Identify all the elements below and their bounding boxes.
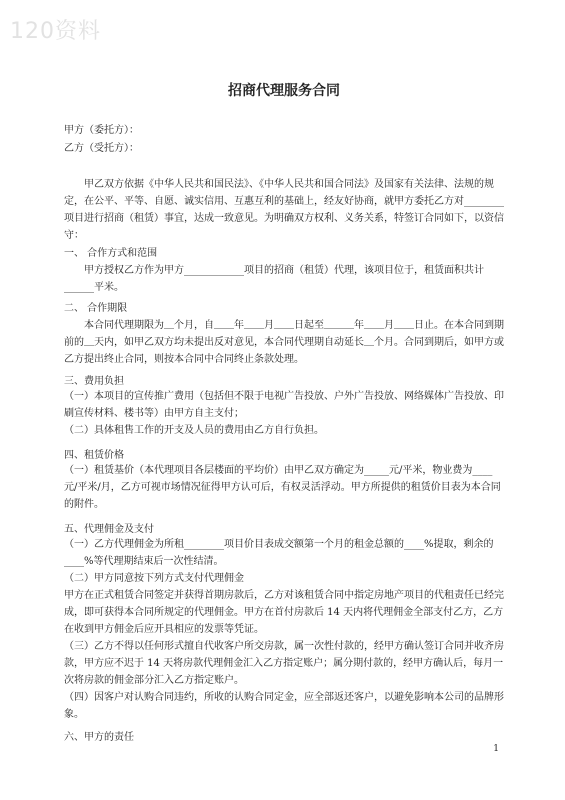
section-3-item-1: （一）本项目的宣传推广费用（包括但不限于电视广告投放、户外广告投放、网络媒体广告投放、印刷宣传材料、楼书等）由甲方自主支付； — [64, 391, 504, 419]
section-3-item-2: （二）具体租售工作的开支及人员的费用由乙方自行负担。 — [64, 425, 324, 436]
party-a-line: 甲方（委托方）： — [64, 125, 139, 136]
section-2-body: 本合同代理期限为＿个月，自＿＿年＿＿月＿＿日起至＿＿＿年＿＿月＿＿日止。在本合同到期前的＿天内，如甲乙双方均未提出反对意见，本合同代理期自动延长＿个月。合同到期后，如甲方或乙方提出终止合同，则按本合同中合同终止条款处理。 — [64, 320, 504, 365]
section-1-body: 甲方授权乙方作为甲方____________项目的招商（租赁）代理，该项目位于，租赁面积共计______平米。 — [64, 265, 484, 293]
party-b-line: 乙方（受托方）： — [64, 143, 139, 154]
watermark-logo: 120资料 — [10, 19, 101, 44]
section-5-item-2-detail: 甲方在正式租赁合同签定并获得首期房款后，乙方对该租赁合同中指定房地产项目的代租责任已经完成，即可获得本合同所规定的代理佣金。甲方在首付房款后 14 天内将代理佣金全部支付乙方，乙方在收到甲方佣金后应开具相应的发票等凭证。 — [64, 590, 504, 635]
page-number: 1 — [493, 744, 499, 754]
section-5-item-3: （三）乙方不得以任何形式擅自代收客户所交房款，属一次性付款的，经甲方确认签订合同并收齐房款，甲方应不迟于 14 天将房款代理佣金汇入乙方指定账户；属分期付款的，经甲方确认后，每月一次将房款的佣金部分汇入乙方指定账户。 — [64, 641, 504, 686]
section-1-heading: 一、 合作方式和范围 — [64, 248, 158, 259]
section-4-heading: 四、租赁价格 — [64, 450, 124, 461]
section-6-heading: 六、甲方的责任 — [64, 732, 134, 743]
section-4-body: （一）租赁基价（本代理项目各层楼面的平均价）由甲乙双方确定为_____元/平米，物业费为____元/平米/月，乙方可视市场情况征得甲方认可后，有权灵活浮动。甲方所提供的租赁价目表为本合同的附件。 — [64, 465, 501, 510]
page-title: 招商代理服务合同 — [228, 83, 340, 99]
section-2-heading: 二、 合作期限 — [64, 303, 128, 314]
section-3-heading: 三、费用负担 — [64, 376, 124, 387]
section-5-heading: 五、代理佣金及支付 — [64, 524, 154, 535]
intro-paragraph: 甲乙双方依据《中华人民共和国民法》、《中华人民共和国合同法》及国家有关法律、法规的规定，在公平、平等、自愿、诚实信用、互惠互利的基础上，经友好协商，就甲方委托乙方对________项目进行招商（租赁）事宜，达成一致意见。为明确双方权利、义务关系，特签订合同如下，以资信守： — [64, 179, 504, 241]
section-5-item-2: （二）甲方同意按下列方式支付代理佣金 — [64, 573, 244, 584]
section-5-item-4: （四）因客户对认购合同违约，所收的认购合同定金，应全部返还客户，以避免影响本公司的品牌形象。 — [64, 692, 504, 720]
section-5-item-1: （一）乙方代理佣金为所租________项目价目表成交额第一个月的租金总额的____%提取，剩余的____%等代理期结束后一次性结清。 — [64, 539, 494, 567]
